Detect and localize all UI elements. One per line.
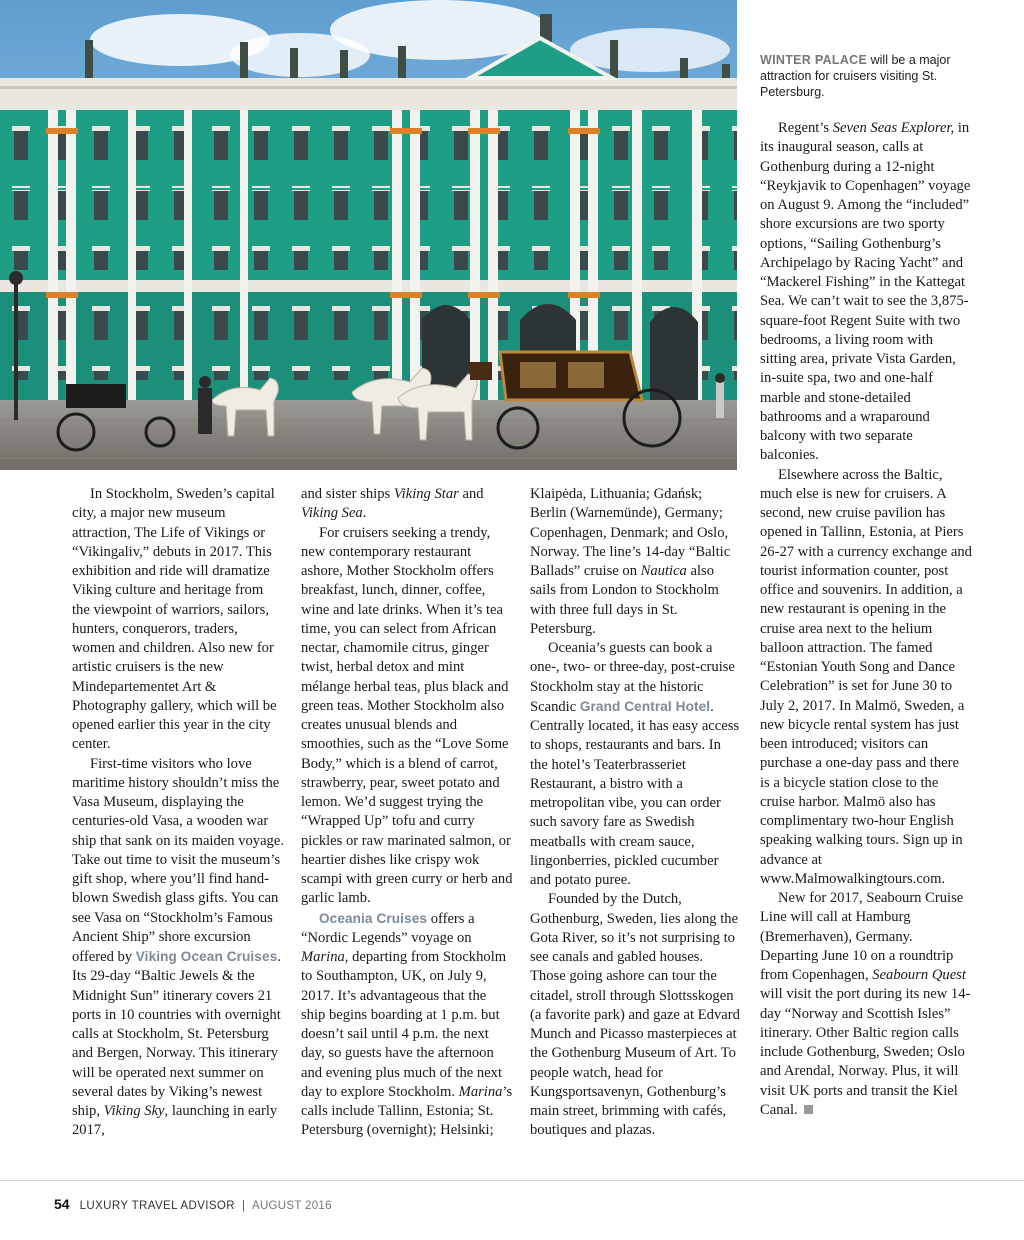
paragraph: Elsewhere across the Baltic, much else is new for cruisers. A second, new cruise pavilion has opened in Tallinn, Estonia, at Piers 26-27 with a currency exchange and tourist information counter, post office and souvenirs. In addition, a new restaurant is opening in the cruise area next to the helium balloon attraction. The famed “Estonian Youth Song and Dance Celebration” is set for June 30 to July 2, 2017. In Malmö, Sweden, a new bicycle rental system has just been introduced; visitors can purchase a one-day pass and there is a bicycle station close to the cruise harbor. Malmö also has complimentary two-hour English speaking walking tours. Sign up in advance at www.Malmowalkingtours.com.: [760, 466, 972, 887]
article-column-4: [760, 119, 972, 1120]
ship-name: Nautica: [640, 563, 687, 579]
paragraph: Oceania Cruises offers a “Nordic Legends” voyage on Marina, departing from Stockholm to Southampton, UK, on July 9, 2017. It’s advantageous that the ship begins boarding at 1 p.m. but doesn’t sail until 4 p.m. the next day, so guests have the afternoon and evening plus much of the next day to explore Stockholm. Marina’s calls include Tallinn, Estonia; St. Petersburg (overnight); Helsinki;: [301, 910, 513, 1139]
ship-name: Viking Star: [393, 486, 459, 502]
paragraph: First-time visitors who love maritime history shouldn’t miss the Vasa Museum, displaying the centuries-old Vasa, a wooden war ship that sank on its maiden voyage. Take out time to visit the museum’s gift shop, where you’ll find hand-blown Swedish glass gifts. You can see Vasa on “Stockholm’s Famous Ancient Ship” shore excursion offered by Viking Ocean Cruises. Its 29-day “Baltic Jewels & the Midnight Sun” itinerary covers 21 ports in 10 countries with overnight calls at Stockholm, St. Petersburg and Bergen, Norway. This itinerary will be operated next summer on several dates by Viking’s newest ship, Viking Sky, launching in early 2017,: [72, 755, 284, 1139]
hotel-name: Grand Central Hotel: [579, 698, 711, 714]
caption-text: will be a major attraction for cruisers visiting St. Petersburg.: [760, 53, 951, 99]
footer-divider: [0, 1180, 1024, 1181]
paragraph: Oceania’s guests can book a one-, two- or three-day, post-cruise Stockholm stay at the historic Scandic Grand Central Hotel. Centrally located, it has easy access to shops, restaurants and bars. In the hotel’s Teaterbrasseriet Restaurant, a bistro with a metropolitan vibe, you can order such savory fare as Swedish meatballs with cream sauce, lingonberries, pickled cucumber and potato puree.: [530, 640, 740, 888]
paragraph: Klaipėda, Lithuania; Gdańsk; Berlin (Warnemünde), Germany; Copenhagen, Denmark; and Oslo, Norway. The line’s 14-day “Baltic Ballads” cruise on Nautica also sails from London to Stockholm with three full days in St. Petersburg.: [530, 486, 731, 637]
paragraph: New for 2017, Seabourn Cruise Line will call at Hamburg (Bremerhaven), Germany. Departing June 10 on a roundtrip from Copenhagen, Seabourn Quest will visit the port during its new 14-day “Norway and Scottish Isles” itinerary. Other Baltic region calls include Gothenburg, Sweden; Oslo and Arendal, Norway. Plus, it will visit UK ports and transit the Kiel Canal.: [760, 890, 971, 1118]
ship-name: Seabourn Quest: [872, 967, 966, 983]
article-column-2: [301, 485, 513, 1141]
ship-name: Seven Seas Explorer,: [832, 120, 955, 136]
paragraph: Regent’s Seven Seas Explorer, in its inaugural season, calls at Gothenburg during a 12-night “Reykjavik to Copenhagen” voyage on August 9. Among the “included” shore excursions are two sporty options, “Sailing Gothenburg’s Archipelago by Racing Yacht” and “Mackerel Fishing” in the Kattegat Sea. We can’t wait to see the 3,875-square-foot Regent Suite with two bedrooms, a living room with sitting area, private Vista Garden, in-suite spa, two and one-half marble and stone-detailed bathrooms and a wraparound balcony with two separate balconies.: [760, 120, 971, 464]
paragraph: For cruisers seeking a trendy, new contemporary restaurant ashore, Mother Stockholm offers breakfast, lunch, dinner, coffee, wine and late drinks. When it’s tea time, you can select from African nectar, chamomile citrus, ginger twist, herbal detox and mint mélange herbal teas, plus black and green teas. Mother Stockholm also creates unusual blends and smoothies, such as the “Love Some Body,” which is a blend of carrot, strawberry, pear, sweet potato and lemon. We’d suggest trying the “Wrapped Up” tofu and curry pickles or raw marinated salmon, or heartier dishes like crispy wok scampi with green curry or herb and garlic lamb.: [301, 524, 513, 907]
paragraph: and sister ships Viking Star and Viking Sea.: [301, 486, 484, 522]
ship-name: Viking Sea: [301, 505, 363, 522]
ship-name: Marina,: [301, 949, 349, 965]
paragraph: In Stockholm, Sweden’s capital city, a major new museum attraction, The Life of Vikings or “Vikingaliv,” debuts in 2017. This exhibition and ride will dramatize Viking culture and heritage from the viewpoint of warriors, sailors, hunters, conquerors, traders, women and children. Also new for artistic cruisers is the new Mindepartementet Art & Photography gallery, which will be opened earlier this year in the city center.: [72, 486, 277, 753]
company-name: Oceania Cruises: [319, 910, 428, 926]
paragraph: Founded by the Dutch, Gothenburg, Sweden, lies along the Gota River, so it’s not surprising to see canals and gabled houses. Those going ashore can tour the citadel, stroll through Slottsskogen (a favorite park) and gaze at Edvard Munch and Picasso masterpieces at the Gothenburg Museum of Art. To people watch, head for Kungsportsavenyn, Gothenburg’s main street, brimming with cafés, boutiques and plazas.: [530, 891, 740, 1139]
magazine-name: LUXURY TRAVEL ADVISOR: [79, 1200, 235, 1212]
article-column-3: [530, 485, 742, 1141]
ship-name: Viking Sky: [103, 1103, 165, 1119]
issue-date: AUGUST 2016: [251, 1200, 332, 1212]
winter-palace-photo: [0, 0, 737, 470]
end-of-article-square-icon: [804, 1105, 813, 1114]
page-number: 54: [54, 1196, 70, 1212]
photo-caption: [760, 52, 1000, 100]
footer-separator: |: [241, 1200, 245, 1212]
caption-lead: WINTER PALACE: [760, 53, 868, 67]
company-name: Viking Ocean Cruises: [135, 949, 278, 964]
page-footer: [54, 1196, 332, 1212]
ship-name: Marina: [458, 1083, 503, 1100]
article-column-1: [72, 485, 284, 1141]
